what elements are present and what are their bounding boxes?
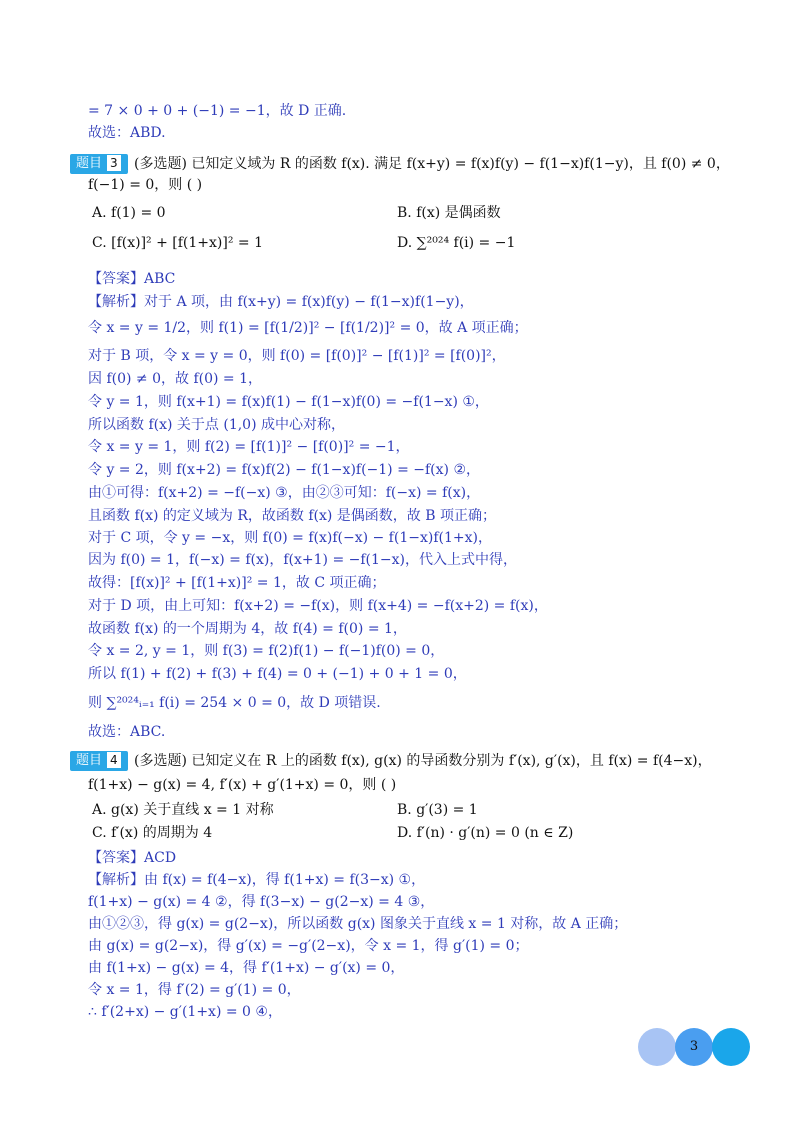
question-number: 4 <box>106 751 122 769</box>
solution-line: 令 y = 1，则 f(x+1) = f(x)f(1) − f(1−x)f(0) = −f(1−x) ①， <box>88 394 489 410</box>
solution-line: 则 ∑²⁰²⁴ᵢ₌₁ f(i) = 254 × 0 = 0，故 D 项错误. <box>88 695 381 711</box>
question-number: 3 <box>106 154 122 172</box>
question-tag-label: 题目 <box>76 156 103 171</box>
option-b: B. g′(3) = 1 <box>397 802 478 818</box>
solution-line: 【解析】对于 A 项，由 f(x+y) = f(x)f(y) − f(1−x)f(1−y)， <box>88 294 474 310</box>
question-tag <box>70 751 128 771</box>
solution-conclusion: 故选：ABC. <box>88 724 166 740</box>
solution-line: 因为 f(0) = 1，f(−x) = f(x)，f(x+1) = −f(1−x)，代入上式中得， <box>88 552 518 568</box>
question-stem-line1: (多选题) 已知定义域为 R 的函数 f(x). 满足 f(x+y) = f(x)f(y) − f(1−x)f(1−y)，且 f(0) ≠ 0， <box>134 156 730 172</box>
answer: 【答案】ACD <box>88 850 177 866</box>
page-indicator <box>638 1028 750 1066</box>
solution-line: ∴ f′(2+x) − g′(1+x) = 0 ④， <box>88 1004 282 1020</box>
solution-line: 对于 D 项，由上可知：f(x+2) = −f(x)，则 f(x+4) = −f(x+2) = f(x)， <box>88 598 548 614</box>
solution-line: f(1+x) − g(x) = 4 ②，得 f(3−x) − g(2−x) = 4 ③， <box>88 894 435 910</box>
solution-line: 令 x = y = 1/2，则 f(1) = [f(1/2)]² − [f(1/2)]² = 0，故 A 项正确； <box>88 320 528 336</box>
solution-line: 所以 f(1) + f(2) + f(3) + f(4) = 0 + (−1) + 0 + 1 = 0， <box>88 666 467 682</box>
solution-line: 由 f(1+x) − g(x) = 4，得 f′(1+x) − g′(x) = 0， <box>88 960 405 976</box>
option-a: A. g(x) 关于直线 x = 1 对称 <box>92 802 274 818</box>
solution-line: 【解析】由 f(x) = f(4−x)，得 f(1+x) = f(3−x) ①， <box>88 872 426 888</box>
solution-line: 对于 B 项，令 x = y = 0，则 f(0) = [f(0)]² − [f(1)]² = [f(0)]²， <box>88 348 506 364</box>
solution-line: 对于 C 项，令 y = −x，则 f(0) = f(x)f(−x) − f(1−x)f(1+x)， <box>88 530 492 546</box>
decor-circle <box>712 1028 750 1066</box>
solution-line: 由①可得：f(x+2) = −f(−x) ③，由②③可知：f(−x) = f(x)， <box>88 485 481 501</box>
question-stem-line2: f(−1) = 0，则 ( ) <box>88 177 203 193</box>
solution-line: 故得：[f(x)]² + [f(1+x)]² = 1，故 C 项正确； <box>88 575 386 591</box>
question-tag-label: 题目 <box>76 753 103 768</box>
solution-line: 令 x = y = 1，则 f(2) = [f(1)]² − [f(0)]² = −1， <box>88 439 410 455</box>
option-a: A. f(1) = 0 <box>92 205 166 221</box>
decor-circle <box>638 1028 676 1066</box>
question-tag <box>70 154 128 174</box>
prev-solution-line: = 7 × 0 + 0 + (−1) = −1，故 D 正确. <box>88 103 347 119</box>
prev-solution-conclusion: 故选：ABD. <box>88 125 166 141</box>
option-b: B. f(x) 是偶函数 <box>397 205 501 221</box>
question-stem-line2: f(1+x) − g(x) = 4, f′(x) + g′(1+x) = 0，则 ( ) <box>88 777 397 793</box>
solution-line: 且函数 f(x) 的定义域为 R，故函数 f(x) 是偶函数，故 B 项正确； <box>88 508 496 524</box>
option-c: C. [f(x)]² + [f(1+x)]² = 1 <box>92 235 263 251</box>
solution-line: 由 g(x) = g(2−x)，得 g′(x) = −g′(2−x)，令 x = 1，得 g′(1) = 0； <box>88 938 529 954</box>
page-number: 3 <box>689 1039 699 1054</box>
question-stem-line1: (多选题) 已知定义在 R 上的函数 f(x), g(x) 的导函数分别为 f′(x), g′(x)，且 f(x) = f(4−x)， <box>134 753 712 769</box>
solution-line: 因 f(0) ≠ 0，故 f(0) = 1， <box>88 371 263 387</box>
solution-line: 所以函数 f(x) 关于点 (1,0) 成中心对称， <box>88 417 345 433</box>
solution-line: 故函数 f(x) 的一个周期为 4，故 f(4) = f(0) = 1， <box>88 621 407 637</box>
solution-line: 令 x = 1，得 f′(2) = g′(1) = 0， <box>88 982 301 998</box>
solution-line: 令 x = 2, y = 1，则 f(3) = f(2)f(1) − f(−1)f(0) = 0， <box>88 643 445 659</box>
solution-line: 令 y = 2，则 f(x+2) = f(x)f(2) − f(1−x)f(−1) = −f(x) ②， <box>88 462 481 478</box>
option-d: D. ∑²⁰²⁴ f(i) = −1 <box>397 235 516 251</box>
option-c: C. f′(x) 的周期为 4 <box>92 825 213 841</box>
solution-line: 由①②③，得 g(x) = g(2−x)，所以函数 g(x) 图象关于直线 x = 1 对称，故 A 正确； <box>88 916 628 932</box>
answer: 【答案】ABC <box>88 271 176 287</box>
option-d: D. f′(n) · g′(n) = 0 (n ∈ Z) <box>397 825 574 841</box>
